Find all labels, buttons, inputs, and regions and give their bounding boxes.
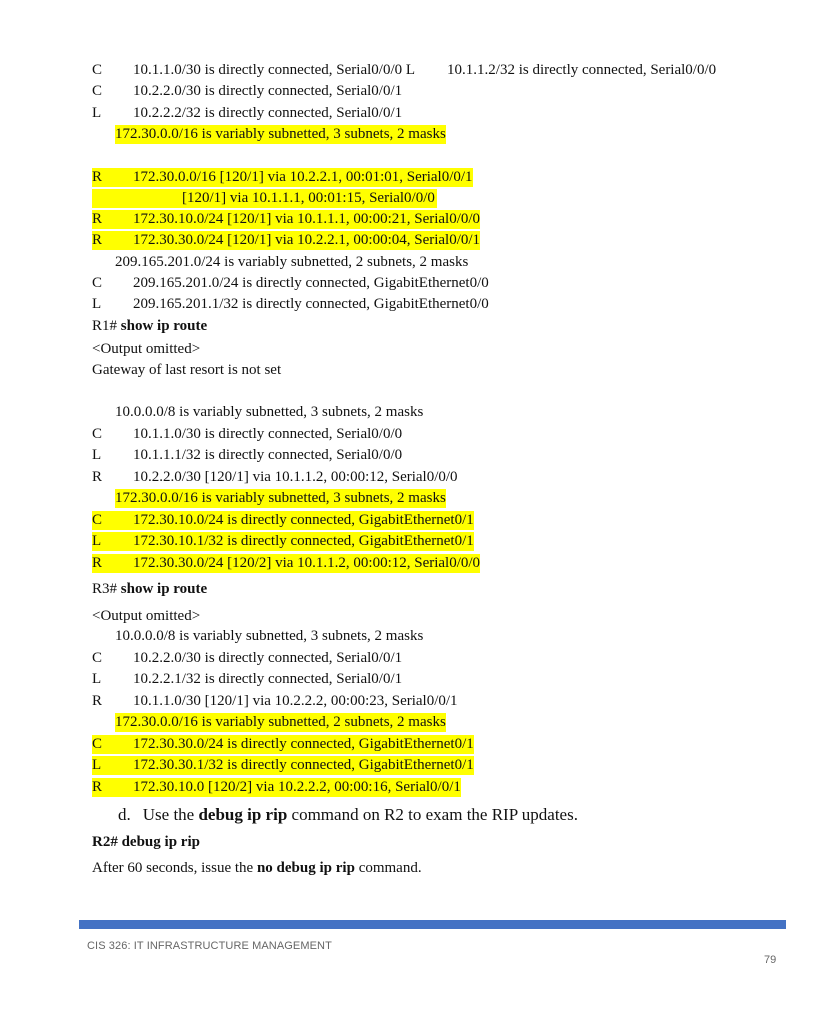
route-text: 10.1.1.0/30 is directly connected, Serial0/0/0 <box>133 425 403 442</box>
route-line <box>92 627 423 646</box>
route-code: R <box>92 554 103 571</box>
route-text: 172.30.10.0/24 [120/1] via 10.1.1.1, 00:00:21, Serial0/0/0 <box>133 211 481 228</box>
route-text: 172.30.30.1/32 is directly connected, GigabitEthernet0/1 <box>133 757 474 773</box>
step-d-marker: d. <box>118 805 131 824</box>
route-code: R <box>92 211 103 228</box>
r1-prompt: R1# <box>92 318 118 334</box>
route-text: 172.30.10.0 [120/2] via 10.2.2.2, 00:00:16, Serial0/0/1 <box>133 778 461 795</box>
r2-debug-line <box>92 832 200 852</box>
route-code: R <box>92 778 103 795</box>
route-text: 10.0.0.0/8 is variably subnetted, 3 subnets, 2 masks <box>115 628 424 644</box>
route-code: R <box>92 692 103 709</box>
r1-gateway-line: Gateway of last resort is not set <box>92 362 282 378</box>
route-code: C <box>92 649 103 666</box>
route-text: 10.2.2.0/30 is directly connected, Serial0/0/1 <box>133 83 403 100</box>
route-line <box>92 274 489 293</box>
route-text: 10.2.2.2/32 is directly connected, Serial0/0/1 <box>133 104 403 121</box>
step-d <box>118 804 578 826</box>
r1-command: show ip route <box>120 318 208 334</box>
route-text: 172.30.10.1/32 is directly connected, GigabitEthernet0/1 <box>133 533 474 549</box>
r1-command-line <box>92 316 207 336</box>
route-line <box>92 778 461 797</box>
r2-prompt: R2# <box>92 834 118 850</box>
route-line <box>92 82 402 101</box>
route-line <box>92 168 473 187</box>
r2-debug-command: debug ip rip <box>121 834 200 850</box>
route-text: 10.2.2.0/30 [120/1] via 10.1.1.2, 00:00:12, Serial0/0/0 <box>133 468 458 485</box>
step-d-command: debug ip rip <box>198 805 288 824</box>
route-text: 172.30.0.0/16 is variably subnetted, 3 subnets, 2 masks <box>115 490 446 506</box>
route-code: L <box>92 757 102 773</box>
route-line <box>92 295 489 314</box>
footer-bar <box>79 920 786 929</box>
after-post: command. <box>354 860 422 876</box>
route-text: 172.30.0.0/16 is variably subnetted, 3 subnets, 2 masks <box>115 125 446 142</box>
route-text-extra: 10.1.1.2/32 is directly connected, Serial0/0/0 <box>447 62 717 78</box>
route-code: L <box>92 533 102 549</box>
route-line <box>92 125 446 144</box>
route-line <box>92 554 480 573</box>
route-text: 10.1.1.1/32 is directly connected, Serial0/0/0 <box>133 447 403 463</box>
route-code: L <box>92 671 102 687</box>
route-code: R <box>92 168 103 185</box>
route-code: C <box>92 62 103 78</box>
route-line <box>92 231 480 250</box>
route-text: 172.30.0.0/16 is variably subnetted, 2 subnets, 2 masks <box>115 714 446 730</box>
route-text: [120/1] via 10.1.1.1, 00:01:15, Serial0/0/0 <box>182 189 435 206</box>
route-code: R <box>92 232 103 249</box>
route-line <box>92 489 446 508</box>
step-d-post: command on R2 to exam the RIP updates. <box>287 805 578 824</box>
route-line <box>92 532 474 551</box>
after-command: no debug ip rip <box>256 860 355 876</box>
route-line <box>92 403 423 422</box>
r1-output-omitted: <Output omitted> <box>92 341 201 357</box>
route-code: C <box>92 83 103 100</box>
r3-command: show ip route <box>120 581 208 597</box>
route-line <box>92 253 468 272</box>
route-code: L <box>92 296 102 313</box>
route-text: 10.2.2.1/32 is directly connected, Serial0/0/1 <box>133 671 403 687</box>
route-line <box>92 61 716 80</box>
route-line <box>92 713 446 732</box>
step-d-pre: Use the <box>142 805 199 824</box>
route-line <box>92 210 480 229</box>
route-line <box>92 756 474 775</box>
route-text: 10.2.2.0/30 is directly connected, Serial0/0/1 <box>133 649 403 666</box>
route-line <box>92 189 437 208</box>
route-text: 172.30.30.0/24 [120/1] via 10.2.2.1, 00:00:04, Serial0/0/1 <box>133 232 481 249</box>
route-code: C <box>92 511 103 528</box>
route-line <box>92 446 402 465</box>
route-code: L <box>92 447 102 463</box>
after-pre: After 60 seconds, issue the <box>92 860 257 876</box>
route-line <box>92 670 402 689</box>
route-code: C <box>92 275 103 291</box>
route-code: L <box>92 104 102 121</box>
route-text: 209.165.201.1/32 is directly connected, GigabitEthernet0/0 <box>133 296 489 313</box>
footer-course-title: CIS 326: IT INFRASTRUCTURE MANAGEMENT <box>87 940 332 952</box>
after-instruction <box>92 858 422 878</box>
route-text: 10.0.0.0/8 is variably subnetted, 3 subnets, 2 masks <box>115 404 424 420</box>
r3-command-line <box>92 579 207 599</box>
route-text: 209.165.201.0/24 is variably subnetted, 2 subnets, 2 masks <box>115 253 469 270</box>
route-line <box>92 511 474 530</box>
route-line <box>92 649 402 668</box>
route-code: R <box>92 468 103 485</box>
r3-output-omitted: <Output omitted> <box>92 608 201 624</box>
route-text: 209.165.201.0/24 is directly connected, GigabitEthernet0/0 <box>133 275 489 291</box>
route-line <box>92 468 458 487</box>
route-text: 172.30.30.0/24 [120/2] via 10.1.1.2, 00:00:12, Serial0/0/0 <box>133 554 481 571</box>
route-text: 172.30.10.0/24 is directly connected, GigabitEthernet0/1 <box>133 511 474 528</box>
route-text: 10.1.1.0/30 is directly connected, Serial0/0/0 L <box>133 62 416 78</box>
route-code: C <box>92 425 103 442</box>
route-line <box>92 104 402 123</box>
route-line <box>92 425 402 444</box>
route-text: 10.1.1.0/30 [120/1] via 10.2.2.2, 00:00:23, Serial0/0/1 <box>133 692 458 709</box>
route-code: C <box>92 735 103 752</box>
r3-prompt: R3# <box>92 581 118 597</box>
route-line <box>92 692 458 711</box>
route-line <box>92 735 474 754</box>
route-text: 172.30.0.0/16 [120/1] via 10.2.2.1, 00:01:01, Serial0/0/1 <box>133 168 473 185</box>
page-number: 79 <box>764 954 777 966</box>
route-text: 172.30.30.0/24 is directly connected, GigabitEthernet0/1 <box>133 735 474 752</box>
